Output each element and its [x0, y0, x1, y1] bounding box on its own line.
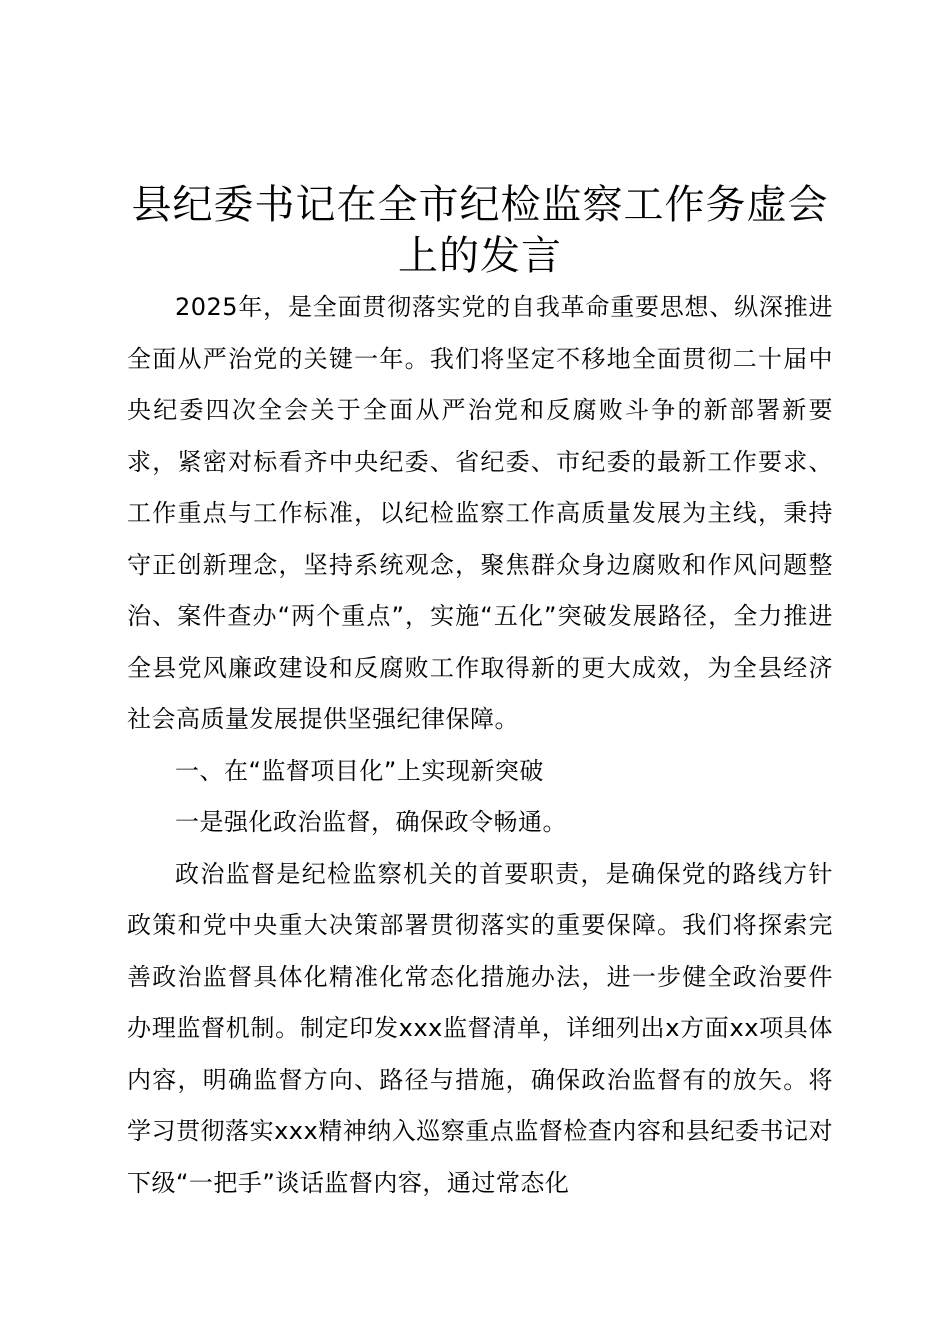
body-paragraph: 政治监督是纪检监察机关的首要职责，是确保党的路线方针政策和党中央重大决策部署贯彻落实的重要保障。我们将探索完善政治监督具体化精准化常态化措施办法，进一步健全政治要件办理监督机制。制定印发xxx监督清单，详细列出x方面xx项具体内容，明确监督方向、路径与措施，确保政治监督有的放矢。将学习贯彻落实xxx精神纳入巡察重点监督检查内容和县纪委书记对下级“一把手”谈话监督内容，通过常态化 [127, 859, 833, 1197]
intro-paragraph: 2025年，是全面贯彻落实党的自我革命重要思想、纵深推进全面从严治党的关键一年。我们将坚定不移地全面贯彻二十届中央纪委四次全会关于全面从严治党和反腐败斗争的新部署新要求，紧密对标看齐中央纪委、省纪委、市纪委的最新工作要求、工作重点与工作标准，以纪检监察工作高质量发展为主线，秉持守正创新理念，坚持系统观念，聚焦群众身边腐败和作风问题整治、案件查办“两个重点”，实施“五化”突破发展路径，全力推进全县党风廉政建设和反腐败工作取得新的更大成效，为全县经济社会高质量发展提供坚强纪律保障。 [127, 293, 833, 733]
document-page [127, 180, 833, 1209]
section-heading: 一、在“监督项目化”上实现新突破 [175, 756, 544, 785]
subsection-heading: 一是强化政治监督，确保政令畅通。 [175, 808, 567, 836]
document-title: 县纪委书记在全市纪检监察工作务虚会上的发言 [131, 182, 829, 279]
